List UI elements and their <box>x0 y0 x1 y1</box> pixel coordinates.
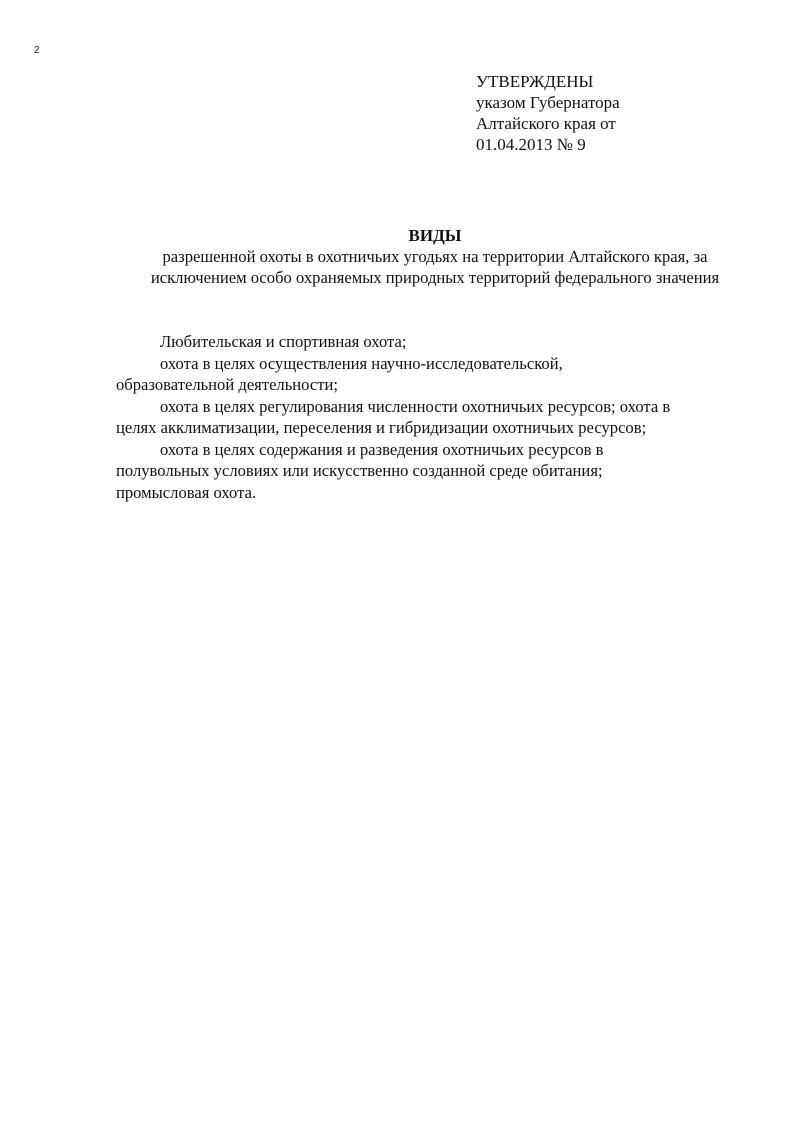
approval-line-2: указом Губернатора <box>476 93 620 112</box>
document-title: ВИДЫ <box>408 226 462 245</box>
approval-line-3: Алтайского края от <box>476 114 616 133</box>
body-line: охота в целях регулирования численности охотничьих ресурсов; охота в <box>160 396 671 416</box>
document-heading <box>100 225 770 288</box>
document-subtitle-line-2: исключением особо охраняемых природных территорий федерального значения <box>150 268 720 287</box>
hunting-types-list <box>116 331 736 503</box>
page-number: 2 <box>34 45 40 56</box>
approval-stamp <box>476 71 620 155</box>
approval-line-4: 01.04.2013 № 9 <box>476 135 586 154</box>
body-line: целях акклиматизации, переселения и гибридизации охотничьих ресурсов; <box>116 418 647 437</box>
body-line: Любительская и спортивная охота; <box>160 332 407 351</box>
body-line: охота в целях содержания и разведения охотничьих ресурсов в <box>160 439 604 459</box>
body-line: полувольных условиях или искусственно созданной среде обитания; <box>116 461 603 480</box>
body-line: образовательной деятельности; <box>116 375 338 394</box>
document-subtitle-line-1: разрешенной охоты в охотничьих угодьях на территории Алтайского края, за <box>162 247 708 266</box>
approval-line-1: УТВЕРЖДЕНЫ <box>476 72 594 91</box>
body-line: промысловая охота. <box>116 482 257 502</box>
body-line: охота в целях осуществления научно-исследовательской, <box>160 353 563 373</box>
